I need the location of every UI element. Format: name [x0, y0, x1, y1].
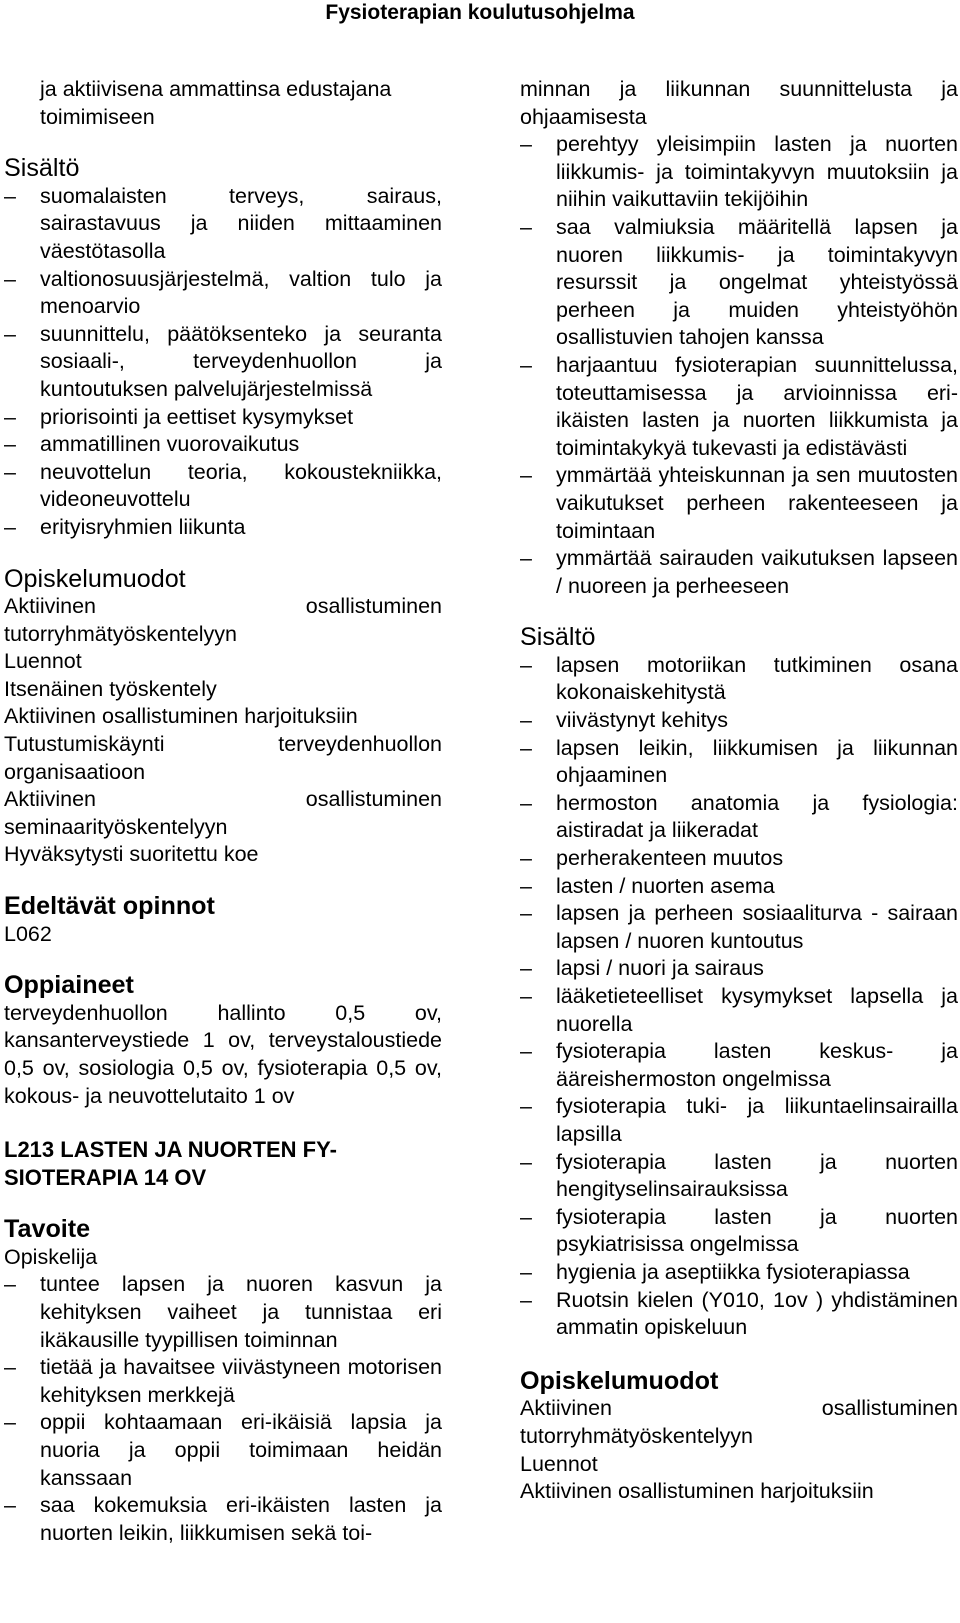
list-item: – perherakenteen muutos [520, 845, 958, 873]
dash-bullet: – [520, 1039, 532, 1064]
oppiaineet-text: terveydenhuollon hallinto 0,5 ov, kansanterveystiede 1 ov, terveystaloustiede 0,5 ov, sosiologia 0,5 ov, fysioterapia 0,5 ov, kokous- ja neuvottelutaito 1 ov [4, 1000, 442, 1108]
list-item: Luennot [520, 1451, 598, 1476]
list-item: – tietää ja havaitsee viivästyneen motorisen kehityksen merkkejä [4, 1355, 442, 1407]
course-title-line: SIOTERAPIA 14 OV [4, 1165, 207, 1191]
dash-bullet: – [4, 321, 16, 346]
dash-bullet: – [520, 984, 532, 1008]
tavoite-list-continued [520, 131, 958, 600]
dash-bullet: – [520, 652, 532, 677]
dash-bullet: – [520, 1259, 532, 1284]
dash-bullet: – [520, 956, 532, 981]
list-item: Itsenäinen työskentely [4, 676, 217, 701]
list-item: – ymmärtää sairauden vaikutuksen lapseen / nuoreen ja perheeseen [520, 546, 958, 598]
list-item: – suomalaisten terveys, sairaus, sairastavuus ja niiden mittaaminen väestötasolla [4, 183, 442, 263]
right-column [520, 76, 958, 1506]
list-item: – fysioterapia lasten ja nuorten psykiatrisissa ongelmissa [520, 1204, 958, 1257]
dash-bullet: – [4, 404, 16, 429]
list-item: Aktiivinen osallistuminen harjoituksiin [4, 704, 358, 729]
dash-bullet: – [520, 735, 532, 760]
dash-bullet: – [4, 183, 16, 208]
list-item: – perehtyy yleisimpiin lasten ja nuorten liikkumis- ja toimintakyvyn muutoksiin ja niihin vaikuttaviin tekijöihin [520, 132, 958, 212]
list-item: – lapsen ja perheen sosiaaliturva - sairaan lapsen / nuoren kuntoutus [520, 901, 958, 953]
list-item: – fysioterapia lasten ja nuorten hengityselinsairauksissa [520, 1149, 958, 1202]
sisalto-list [4, 183, 442, 542]
list-item: – viivästynyt kehitys [520, 707, 958, 735]
dash-bullet: – [520, 790, 532, 815]
section-heading-sisalto: Sisältö [520, 623, 596, 652]
dash-bullet: – [4, 266, 16, 291]
edeltavat-value: L062 [4, 921, 52, 946]
list-item: – Ruotsin kielen (Y010, 1ov ) yhdistäminen ammatin opiskeluun [520, 1287, 958, 1340]
dash-bullet: – [520, 708, 532, 733]
intro-line: ja aktiivisena ammattinsa edustajana [40, 77, 392, 101]
list-item: – fysioterapia lasten keskus- ja ääreishermoston ongelmissa [520, 1039, 958, 1091]
opiskelumuodot-list [520, 1395, 958, 1505]
list-item: Luennot [4, 649, 82, 674]
dash-bullet: – [520, 901, 532, 926]
list-item: – lapsi / nuori ja sairaus [520, 955, 958, 983]
left-column [4, 76, 442, 1547]
list-item: – erityisryhmien liikunta [4, 514, 442, 542]
section-heading-oppiaineet: Oppiaineet [4, 971, 134, 1000]
list-item: – lapsen motoriikan tutkiminen osana kokonaiskehitystä [520, 652, 958, 705]
list-item: Hyväksytysti suoritettu koe [4, 842, 259, 867]
list-item: – ammatillinen vuorovaikutus [4, 431, 442, 459]
continuation-text: minnan ja liikunnan suunnittelusta ja ohjaamisesta [520, 77, 958, 129]
list-item: Aktiivinen osallistuminen tutorryhmätyöskentelyyn [4, 594, 442, 646]
section-heading-opiskelumuodot: Opiskelumuodot [4, 564, 186, 593]
list-item: – lapsen leikin, liikkumisen ja liikunnan ohjaaminen [520, 735, 958, 788]
list-item: – harjaantuu fysioterapian suunnittelussa, toteuttamisessa ja arvioinnissa eri-ikäisten lasten ja nuorten liikkumista ja toimintakykyä tukevasti ja edistävästi [520, 352, 958, 460]
list-item: – hygienia ja aseptiikka fysioterapiassa [520, 1259, 958, 1287]
dash-bullet: – [4, 514, 16, 539]
sisalto-list [520, 652, 958, 1342]
list-item: Aktiivinen osallistuminen harjoituksiin [520, 1479, 874, 1504]
list-item: – saa valmiuksia määritellä lapsen ja nuoren liikkumis- ja toimintakyvyn resurssit ja ongelmat yhteistyössä perheen ja muiden yhteistyöhön osallistuvien tahojen kanssa [520, 214, 958, 350]
dash-bullet: – [520, 463, 532, 488]
dash-bullet: – [520, 132, 532, 157]
list-item: – suunnittelu, päätöksenteko ja seuranta sosiaali-, terveydenhuollon ja kuntoutuksen palvelujärjestelmissä [4, 321, 442, 401]
section-heading-opiskelumuodot: Opiskelumuodot [520, 1366, 719, 1395]
dash-bullet: – [4, 1272, 16, 1297]
section-heading-edeltavat: Edeltävät opinnot [4, 892, 215, 921]
list-item: Aktiivinen osallistuminen seminaarityöskentelyyn [4, 787, 442, 839]
dash-bullet: – [520, 1287, 532, 1312]
list-item: Tutustumiskäynti terveydenhuollon organisaatioon [4, 732, 442, 784]
dash-bullet: – [520, 1204, 532, 1229]
intro-text [4, 76, 442, 131]
dash-bullet: – [520, 214, 532, 239]
opiskelija-label: Opiskelija [4, 1244, 98, 1269]
list-item: – oppii kohtaamaan eri-ikäisiä lapsia ja nuoria ja oppii toimimaan heidän kanssaan [4, 1410, 442, 1490]
dash-bullet: – [4, 1355, 16, 1380]
dash-bullet: – [520, 873, 532, 898]
list-item: – saa kokemuksia eri-ikäisten lasten ja nuorten leikin, liikkumisen sekä toi- [4, 1493, 442, 1545]
list-item: Aktiivinen osallistuminen tutorryhmätyöskentelyyn [520, 1396, 958, 1448]
list-item: – priorisointi ja eettiset kysymykset [4, 404, 442, 432]
list-item: – neuvottelun teoria, kokoustekniikka, videoneuvottelu [4, 459, 442, 512]
list-item: – lääketieteelliset kysymykset lapsella ja nuorella [520, 984, 958, 1036]
dash-bullet: – [4, 1493, 16, 1518]
section-heading-sisalto: Sisältö [4, 154, 80, 183]
course-title [4, 1136, 442, 1192]
dash-bullet: – [520, 352, 532, 377]
opiskelumuodot-list [4, 593, 442, 869]
list-item: – hermoston anatomia ja fysiologia: aistiradat ja liikeradat [520, 790, 958, 843]
section-heading-tavoite: Tavoite [4, 1215, 91, 1244]
dash-bullet: – [520, 546, 532, 571]
list-item: – fysioterapia tuki- ja liikuntaelinsairailla lapsilla [520, 1094, 958, 1146]
course-title-line: L213 LASTEN JA NUORTEN FY- [4, 1137, 337, 1163]
dash-bullet: – [4, 459, 16, 484]
tavoite-list [4, 1271, 442, 1547]
dash-bullet: – [520, 1149, 532, 1174]
dash-bullet: – [4, 432, 16, 457]
list-item: – tuntee lapsen ja nuoren kasvun ja kehityksen vaiheet ja tunnistaa eri ikäkausille tyypillisen toiminnan [4, 1272, 442, 1352]
dash-bullet: – [520, 846, 532, 871]
list-item: – lasten / nuorten asema [520, 873, 958, 901]
intro-line: toimimiseen [40, 104, 155, 129]
dash-bullet: – [520, 1094, 532, 1119]
dash-bullet: – [4, 1410, 16, 1435]
page-header: Fysioterapian koulutusohjelma [325, 1, 635, 24]
list-item: – ymmärtää yhteiskunnan ja sen muutosten vaikutukset perheen rakenteeseen ja toimintaan [520, 463, 958, 543]
list-item: – valtionosuusjärjestelmä, valtion tulo ja menoarvio [4, 266, 442, 319]
